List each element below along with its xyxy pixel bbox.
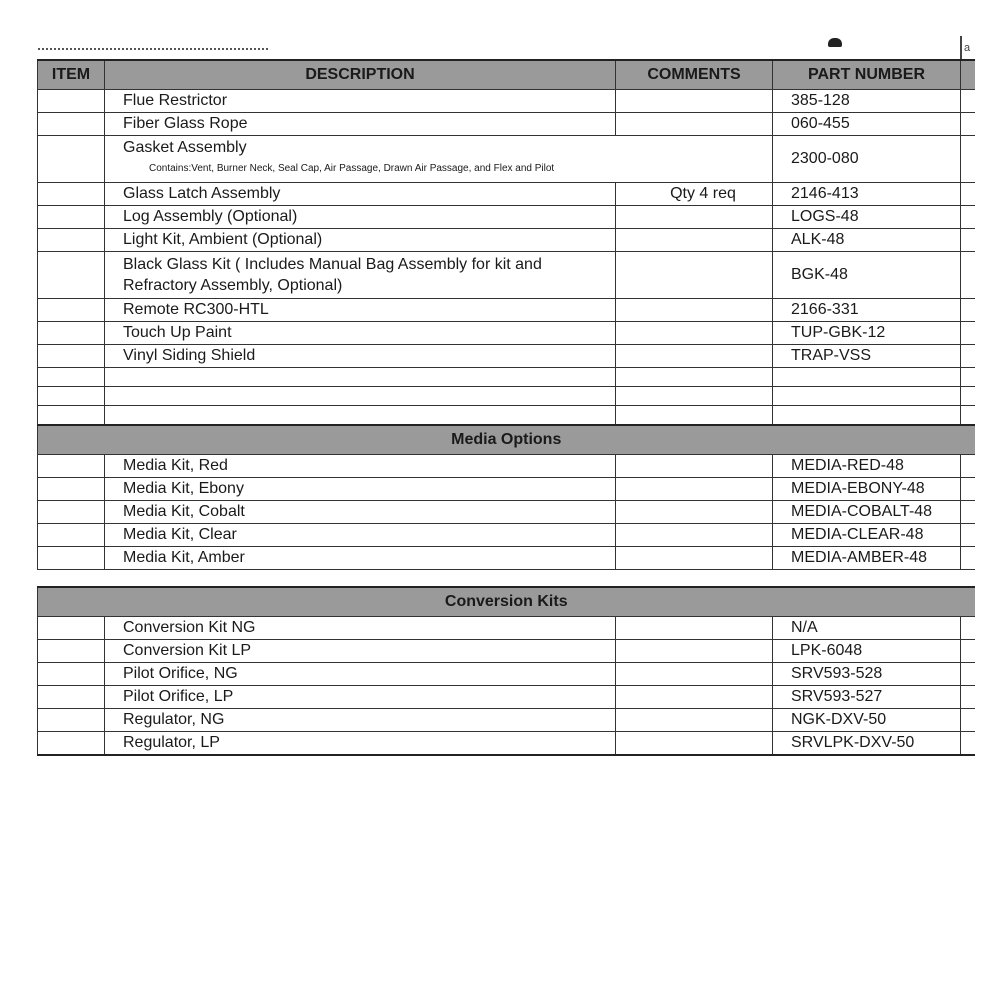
header-part-number: PART NUMBER	[773, 60, 961, 90]
item-cell	[38, 617, 105, 640]
part-number-cell: SRV593-528	[773, 663, 961, 686]
table-header-row	[38, 60, 975, 90]
empty-row	[38, 406, 975, 426]
comments-cell	[616, 345, 773, 368]
description-cell: Media Kit, Clear	[105, 524, 616, 547]
description-cell: Fiber Glass Rope	[105, 113, 616, 136]
comments-cell	[616, 229, 773, 252]
comments-cell	[616, 299, 773, 322]
header-comments: COMMENTS	[616, 60, 773, 90]
description-cell: Regulator, LP	[105, 732, 616, 756]
item-cell	[38, 640, 105, 663]
table-row	[38, 686, 975, 709]
table-row	[38, 547, 975, 570]
part-number-cell: N/A	[773, 617, 961, 640]
section-title: Media Options	[38, 425, 975, 455]
item-cell	[38, 547, 105, 570]
comments-cell	[616, 547, 773, 570]
item-cell	[38, 709, 105, 732]
item-cell	[38, 322, 105, 345]
item-cell	[38, 113, 105, 136]
part-number-cell: TRAP-VSS	[773, 345, 961, 368]
header-item: ITEM	[38, 60, 105, 90]
part-number-cell: 2146-413	[773, 183, 961, 206]
comments-cell	[616, 617, 773, 640]
empty-row	[38, 387, 975, 406]
comments-cell	[616, 709, 773, 732]
section-header-conversion	[38, 587, 975, 617]
table-row	[38, 206, 975, 229]
comments-cell	[616, 252, 773, 299]
part-number-cell: NGK-DXV-50	[773, 709, 961, 732]
item-cell	[38, 299, 105, 322]
part-number-cell: 2300-080	[773, 136, 961, 183]
item-cell	[38, 206, 105, 229]
part-number-cell: 060-455	[773, 113, 961, 136]
comments-cell	[616, 322, 773, 345]
header-description: DESCRIPTION	[105, 60, 616, 90]
table-row	[38, 136, 975, 183]
comments-cell	[616, 686, 773, 709]
header-extra	[961, 60, 975, 90]
description-cell: Conversion Kit LP	[105, 640, 616, 663]
description-main: Gasket Assembly	[123, 139, 247, 156]
cropped-border-line	[960, 36, 962, 60]
table-row	[38, 501, 975, 524]
part-number-cell: SRV593-527	[773, 686, 961, 709]
cropped-header-text	[38, 40, 268, 50]
part-number-cell: SRVLPK-DXV-50	[773, 732, 961, 756]
comments-cell: Qty 4 req	[616, 183, 773, 206]
item-cell	[38, 663, 105, 686]
section-header-media	[38, 425, 975, 455]
table-row	[38, 90, 975, 113]
part-number-cell: LOGS-48	[773, 206, 961, 229]
description-cell: Light Kit, Ambient (Optional)	[105, 229, 616, 252]
table-row	[38, 455, 975, 478]
comments-cell	[616, 524, 773, 547]
cropped-header-glyph: a	[964, 42, 971, 54]
comments-cell	[616, 90, 773, 113]
table-row	[38, 299, 975, 322]
comments-cell	[616, 663, 773, 686]
table-row	[38, 524, 975, 547]
description-cell	[105, 136, 773, 183]
comments-cell	[616, 455, 773, 478]
comments-cell	[616, 640, 773, 663]
description-cell: Regulator, NG	[105, 709, 616, 732]
comments-cell	[616, 478, 773, 501]
description-sub: Contains:Vent, Burner Neck, Seal Cap, Air Passage, Drawn Air Passage, and Flex and Pilot	[149, 163, 555, 174]
description-cell: Conversion Kit NG	[105, 617, 616, 640]
part-number-cell: MEDIA-RED-48	[773, 455, 961, 478]
part-number-cell: MEDIA-AMBER-48	[773, 547, 961, 570]
description-cell: Media Kit, Ebony	[105, 478, 616, 501]
part-number-cell: MEDIA-EBONY-48	[773, 478, 961, 501]
comments-cell	[616, 206, 773, 229]
table-row	[38, 663, 975, 686]
description-cell: Media Kit, Amber	[105, 547, 616, 570]
section-title: Conversion Kits	[38, 587, 975, 617]
description-cell: Log Assembly (Optional)	[105, 206, 616, 229]
description-cell: Media Kit, Cobalt	[105, 501, 616, 524]
comments-cell	[616, 113, 773, 136]
item-cell	[38, 501, 105, 524]
cropped-header-mark	[828, 38, 842, 47]
parts-table	[37, 59, 975, 756]
description-cell: Touch Up Paint	[105, 322, 616, 345]
description-cell: Black Glass Kit ( Includes Manual Bag Assembly for kit and Refractory Assembly, Optional)	[105, 252, 616, 299]
item-cell	[38, 183, 105, 206]
part-number-cell: LPK-6048	[773, 640, 961, 663]
empty-row	[38, 570, 975, 588]
item-cell	[38, 136, 105, 183]
table-row	[38, 229, 975, 252]
item-cell	[38, 345, 105, 368]
description-cell: Media Kit, Red	[105, 455, 616, 478]
table-row	[38, 183, 975, 206]
part-number-cell: 385-128	[773, 90, 961, 113]
item-cell	[38, 732, 105, 756]
part-number-cell: BGK-48	[773, 252, 961, 299]
item-cell	[38, 524, 105, 547]
table-row	[38, 732, 975, 756]
description-cell: Vinyl Siding Shield	[105, 345, 616, 368]
item-cell	[38, 455, 105, 478]
description-cell: Glass Latch Assembly	[105, 183, 616, 206]
table-row	[38, 322, 975, 345]
item-cell	[38, 229, 105, 252]
comments-cell	[616, 732, 773, 756]
comments-cell	[616, 501, 773, 524]
part-number-cell: MEDIA-COBALT-48	[773, 501, 961, 524]
table-row	[38, 478, 975, 501]
item-cell	[38, 478, 105, 501]
table-row	[38, 640, 975, 663]
description-cell: Pilot Orifice, LP	[105, 686, 616, 709]
description-cell: Pilot Orifice, NG	[105, 663, 616, 686]
part-number-cell: 2166-331	[773, 299, 961, 322]
table-row	[38, 252, 975, 299]
part-number-cell: TUP-GBK-12	[773, 322, 961, 345]
table-row	[38, 113, 975, 136]
description-cell: Flue Restrictor	[105, 90, 616, 113]
item-cell	[38, 686, 105, 709]
table-row	[38, 617, 975, 640]
empty-row	[38, 368, 975, 387]
part-number-cell: ALK-48	[773, 229, 961, 252]
item-cell	[38, 90, 105, 113]
table-row	[38, 345, 975, 368]
part-number-cell: MEDIA-CLEAR-48	[773, 524, 961, 547]
description-cell: Remote RC300-HTL	[105, 299, 616, 322]
table-row	[38, 709, 975, 732]
item-cell	[38, 252, 105, 299]
